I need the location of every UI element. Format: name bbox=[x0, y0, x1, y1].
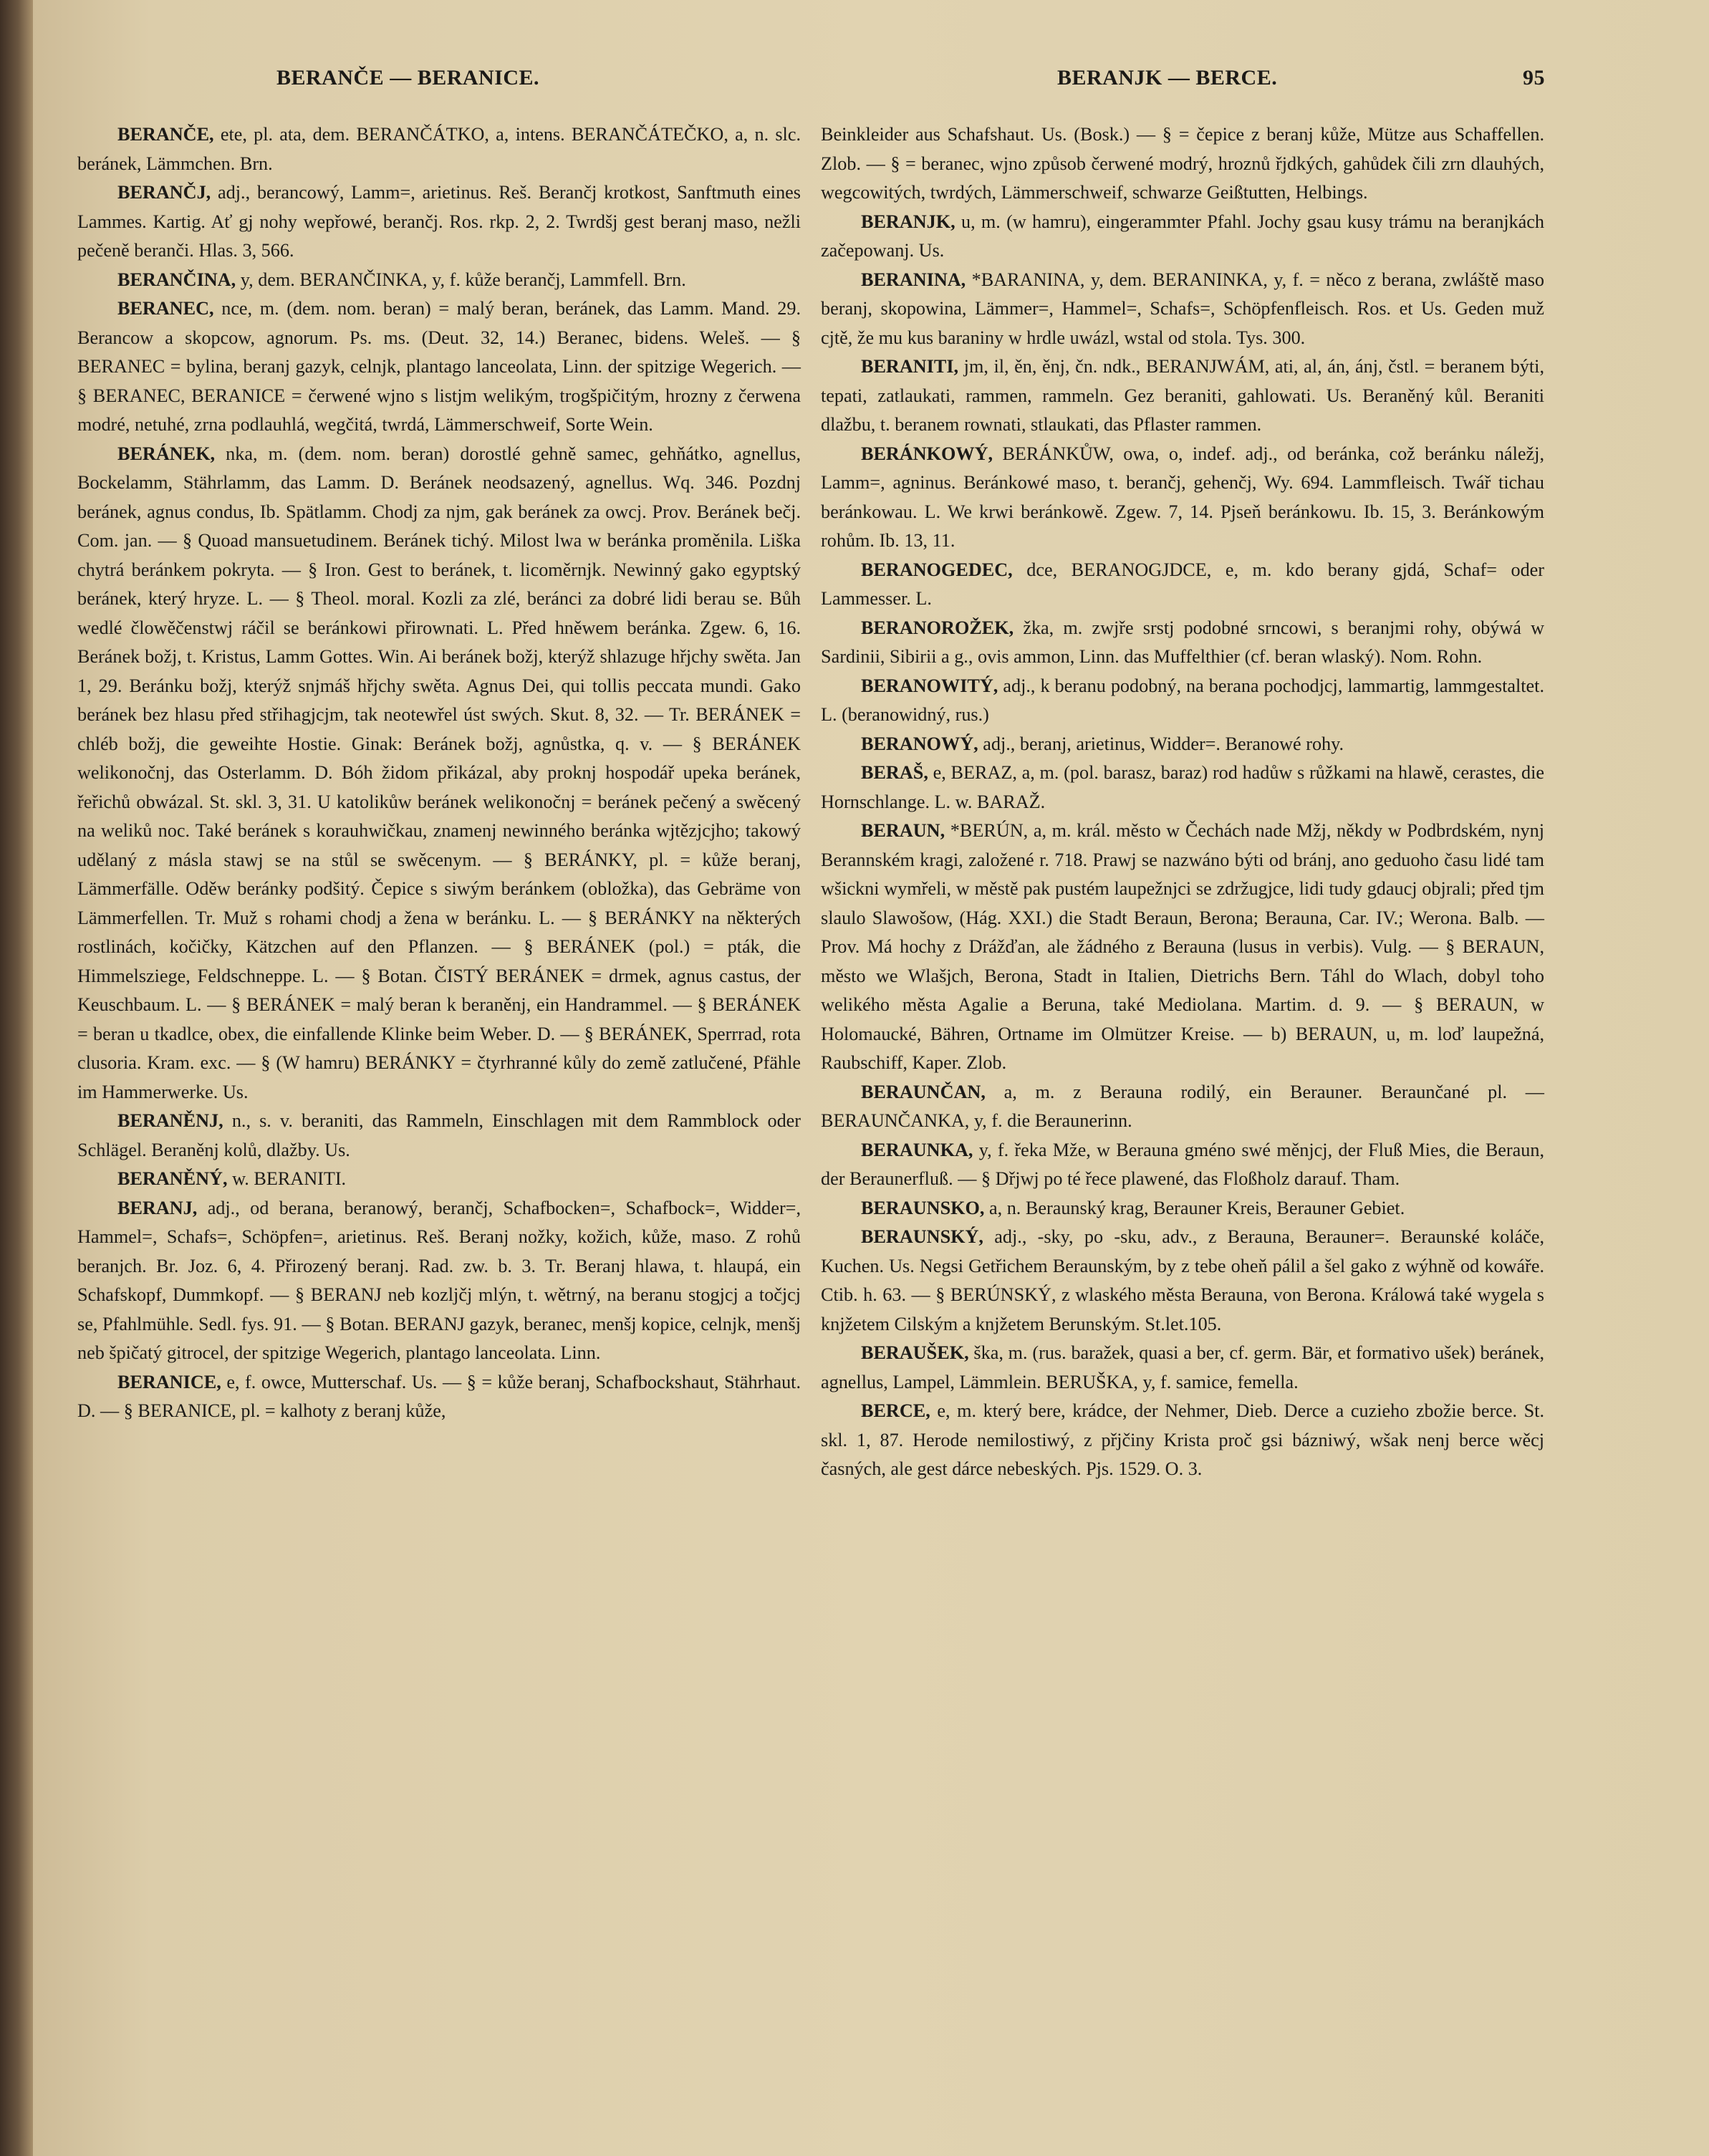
dictionary-entry bbox=[821, 120, 1544, 208]
entry-headword: BERANOWÝ, bbox=[861, 733, 978, 754]
entry-text: nka, m. (dem. nom. beran) dorostlé gehně samec, gehňátko, agnellus, Bockelamm, Stährlamm, das Lamm. D. Beránek neodsazený, agnellus. Wq. 346. Pozdnj beránek, agnus condus, Ib. Spätlamm. Chodj za njm, gak beránek za owcj. Prov. Beránek bečj. Com. jan. — § Quoad mansuetudinem. Beránek tichý. Milost lwa w beránka proměnila. Liška chytrá beránkem pokryta. — § Iron. Gest to beránek, t. licoměrnjk. Newinný gako egyptský beránek, který hryze. L. — § Theol. moral. Kozli za zlé, beránci za dobré lidi berau se. Bůh wedlé člowěčenstwj ráčil se beránkowi přirownati. L. Před hněwem beránka. Zgew. 6, 16. Beránek božj, t. Kristus, Lamm Gottes. Win. Ai beránek božj, kterýž shlazuge hřjchy swěta. Jan 1, 29. Beránku božj, kterýž snjmáš hřjchy swěta. Agnus Dei, qui tollis peccata mundi. Gako beránek bez hlasu před střihagjcjm, tak neotewřel úst swých. Skut. 8, 32. — Tr. BERÁNEK = chléb božj, die geweihte Hostie. Ginak: Beránek božj, agnůstka, q. v. — § BERÁNEK welikonočnj, das Osterlamm. D. Bóh židom přikázal, aby proknj hospodář upeka beránek, řeřichů obwázal. St. skl. 3, 31. U katolikůw beránek welikonočnj = beránek pečený a swěcený na weliků noc. Také beránek s korauhwičkau, znamenj newinného beránka wjtězjcjho; takowý udělaný z másla stawj se na stůl se swěcenym. — § BERÁNKY, pl. = kůže beranj, Lämmerfälle. Oděw beránky podšitý. Čepice s siwým beránkem (obložka), das Gebräme von Lämmerfellen. Tr. Muž s rohami chodj a žena w beránku. L. — § BERÁNKY na některých rostlinách, kočičky, Kätzchen auf den Pflanzen. — § BERÁNEK (pol.) = pták, die Himmelsziege, Feldschneppe. L. — § Botan. ČISTÝ BERÁNEK = drmek, agnus castus, der Keuschbaum. L. — § BERÁNEK = malý beran k beraněnj, ein Handrammel. — § BERÁNEK = beran u tkadlce, obex, die einfallende Klinke beim Weber. D. — § BERÁNEK, Sperrrad, rota clusoria. Kram. exc. — § (W hamru) BERÁNKY = čtyrhranné kůly do země zatlučené, Pfähle im Hammerwerke. Us. bbox=[77, 443, 801, 1102]
entry-headword: BERANITI, bbox=[861, 356, 959, 377]
dictionary-entry bbox=[821, 759, 1544, 817]
entry-headword: BERÁNEK, bbox=[117, 443, 216, 464]
entry-headword: BERAUNSKÝ, bbox=[861, 1226, 983, 1247]
entry-headword: BERÁNKOWÝ, bbox=[861, 443, 993, 464]
entry-headword: BERANOGEDEC, bbox=[861, 559, 1013, 580]
entry-headword: BERANEC, bbox=[117, 298, 214, 319]
entry-text: a, n. Beraunský krag, Berauner Kreis, Berauner Gebiet. bbox=[988, 1197, 1405, 1218]
left-column bbox=[77, 120, 801, 1426]
dictionary-entry bbox=[77, 1165, 801, 1194]
dictionary-entry bbox=[821, 440, 1544, 556]
entry-text: e, f. owce, Mutterschaf. Us. — § = kůže beranj, Schafbockshaut, Stährhaut. D. — § BERANICE, pl. = kalhoty z beranj kůže, bbox=[77, 1371, 801, 1421]
entry-headword: BERANČJ, bbox=[117, 182, 211, 203]
dictionary-entry bbox=[821, 1136, 1544, 1194]
header-right: BERANJK — BERCE. bbox=[1057, 66, 1278, 90]
dictionary-entry bbox=[77, 178, 801, 266]
entry-headword: BERANČE, bbox=[117, 124, 214, 145]
dictionary-entry bbox=[77, 120, 801, 178]
dictionary-entry bbox=[77, 294, 801, 440]
entry-headword: BERCE, bbox=[861, 1400, 930, 1421]
entry-text: e, BERAZ, a, m. (pol. barasz, baraz) rod hadůw s růžkami na hlawě, cerastes, die Hornschlange. L. w. BARAŽ. bbox=[821, 762, 1544, 812]
entry-text: a, m. z Berauna rodilý, ein Berauner. Beraunčané pl. — BERAUNČANKA, y, f. die Beraunerinn. bbox=[821, 1081, 1544, 1131]
running-header bbox=[33, 66, 1709, 102]
entry-text: dce, BERANOGJDCE, e, m. kdo berany gjdá, Schaf= oder Lammesser. L. bbox=[821, 559, 1545, 609]
dictionary-entry bbox=[821, 817, 1544, 1078]
entry-text: adj., k beranu podobný, na berana pochodjcj, lammartig, lammgestaltet. L. (beranowidný, rus.) bbox=[821, 675, 1544, 725]
entry-headword: BERANICE, bbox=[117, 1371, 221, 1392]
dictionary-entry bbox=[77, 266, 801, 295]
dictionary-entry bbox=[77, 1368, 801, 1426]
entry-headword: BERAŠ, bbox=[861, 762, 928, 783]
entry-text: adj., berancowý, Lamm=, arietinus. Reš. Berančj krotkost, Sanftmuth eines Lammes. Kartig. Ať gj nohy wepřowé, berančj. Ros. rkp. 2, 2. Twrdšj gest beranj maso, nežli pečeně beranči. Hlas. 3, 566. bbox=[77, 182, 801, 261]
entry-headword: BERANOWITÝ, bbox=[861, 675, 998, 696]
entry-text: ete, pl. ata, dem. BERANČÁTKO, a, intens. BERANČÁTEČKO, a, n. slc. beránek, Lämmchen. Brn. bbox=[77, 124, 801, 174]
dictionary-entry bbox=[821, 352, 1544, 440]
entry-text: Beinkleider aus Schafshaut. Us. (Bosk.) — § = čepice z beranj kůže, Mütze aus Schaffellen. Zlob. — § = beranec, wjno způsob čerwené modrý, hroznů řjdkých, gahůdek čili zrn dlauhých, wegcowitých, twrdých, Lämmerschweif, schwarze Geißtutten, Helbings. bbox=[821, 124, 1544, 203]
entry-text: nce, m. (dem. nom. beran) = malý beran, beránek, das Lamm. Mand. 29. Berancow a skopcow, agnorum. Ps. ms. (Deut. 32, 14.) Beranec, bidens. Weleš. — § BERANEC = bylina, beranj gazyk, celnjk, plantago lanceolata, Linn. der spitzige Wegerich. — § BERANEC, BERANICE = čerwené wjno s listjm welikým, trogšpičitým, hrozny z čerwena modré, netuhé, zrna podlauhlá, wegčitá, twrdá, Lämmerschweif, Sorte Wein. bbox=[77, 298, 801, 435]
dictionary-entry bbox=[821, 556, 1544, 614]
entry-headword: BERANJK, bbox=[861, 211, 955, 232]
dictionary-entry bbox=[77, 1107, 801, 1165]
right-column bbox=[821, 120, 1544, 1484]
dictionary-entry bbox=[77, 440, 801, 1107]
entry-text: *BARANINA, y, dem. BERANINKA, y, f. = něco z berana, zwláště maso beranj, skopowina, Lämmer=, Hammel=, Schafs=, Schöpfenfleisch. Ros. et Us. Geden muž cjtě, že mu kus baraniny w hrdle uwázl, wstal od stola. Tys. 300. bbox=[821, 269, 1545, 348]
entry-headword: BERANOROŽEK, bbox=[861, 617, 1014, 638]
entry-text: jm, il, ěn, ěnj, čn. ndk., BERANJWÁM, ati, al, án, ánj, čstl. = beranem býti, tepati, zatlaukati, rammen, rammeln. Gez beraniti, gahlowati. Us. Beraněný kůl. Beraniti dlažbu, t. beranem rownati, stlaukati, das Pflaster rammen. bbox=[821, 356, 1545, 435]
dictionary-entry bbox=[821, 672, 1544, 730]
entry-headword: BERANĚNÝ, bbox=[117, 1168, 228, 1189]
dictionary-entry bbox=[821, 1223, 1544, 1339]
entry-text: *BERÚN, a, m. král. město w Čechách nade Mžj, někdy w Podbrdském, nynj Berannském kragi, založené r. 718. Prawj se nazwáno býti od bránj, ano geduoho času lidé tam wšickni wymřeli, w městě pak pustém laupežnjci se zdržugjce, lidi tudy gdaucj objrali; před tjm slaulo Slawošow, (Hág. XXI.) die Stadt Beraun, Berona; Berauna, Car. IV.; Werona. Balb. — Prov. Má hochy z Drážďan, ale žádného z Berauna (lusus in verbis). Vulg. — § BERAUN, město we Wlašjch, Berona, Stadt in Italien, Dietrichs Bern. Táhl do Wlach, dobyl toho welikého města Agalie a Beruna, také Mediolana. Martim. d. 9. — § BERAUN, w Holomaucké, Bähren, Ortname im Olmützer Kreise. — b) BERAUN, u, m. loď laupežná, Raubschiff, Kaper. Zlob. bbox=[821, 820, 1544, 1073]
entry-headword: BERAUN, bbox=[861, 820, 945, 841]
entry-text: adj., od berana, beranowý, berančj, Schafbocken=, Schafbock=, Widder=, Hammel=, Schafs=, Schöpfen=, arietinus. Reš. Beranj nožky, kožich, kůže, maso. Z rohů beranjch. Br. Joz. 6, 4. Přirozený beranj. Rad. zw. b. 3. Tr. Beranj hlawa, t. hlaupá, ein Schafskopf, Dummkopf. — § BERANJ neb kozljčj mlýn, t. wětrný, na beranu stogjcj a točjcj se, Pfahlmühle. Sedl. fys. 91. — § Botan. BERANJ gazyk, beranec, menšj kopice, celnjk, menšj neb špičatý gitrocel, der spitzige Wegerich, plantago lanceolata. Linn. bbox=[77, 1197, 801, 1363]
entry-text: n., s. v. beraniti, das Rammeln, Einschlagen mit dem Rammblock oder Schlägel. Beraněnj kolů, dlažby. Us. bbox=[77, 1110, 801, 1160]
dictionary-entry bbox=[821, 208, 1544, 266]
entry-headword: BERAUNSKO, bbox=[861, 1197, 985, 1218]
entry-headword: BERAUŠEK, bbox=[861, 1342, 969, 1363]
dictionary-entry bbox=[821, 1397, 1544, 1484]
dictionary-entry bbox=[821, 730, 1544, 759]
header-left: BERANČE — BERANICE. bbox=[276, 66, 540, 90]
entry-headword: BERANJ, bbox=[117, 1197, 198, 1218]
entry-text: y, f. řeka Mže, w Berauna gméno swé měnjcj, der Fluß Mies, die Beraun, der Beraunerfluß. — § Dřjwj po té řece plawené, das Floßholz darauf. Tham. bbox=[821, 1139, 1544, 1189]
entry-headword: BERAUNKA, bbox=[861, 1139, 973, 1160]
entry-text: ška, m. (rus. baražek, quasi a ber, cf. germ. Bär, et formativo ušek) beránek, agnellus, Lampel, Lämmlein. BERUŠKA, y, f. samice, femella. bbox=[821, 1342, 1544, 1392]
entry-headword: BERANINA, bbox=[861, 269, 966, 290]
dictionary-entry bbox=[821, 1078, 1544, 1136]
entry-text: BERÁNKŮW, owa, o, indef. adj., od beránka, což beránku náležj, Lamm=, agninus. Beránkowé maso, t. berančj, gehenčj, Wy. 694. Lammfleisch. Twář tichau beránkowau. L. We krwi beránkowě. Zgew. 7, 14. Pjseň beránkowu. Ib. 15, 3. Beránkowým rohům. Ib. 13, 11. bbox=[821, 443, 1544, 551]
dictionary-entry bbox=[821, 1194, 1544, 1223]
book-binding-shadow bbox=[0, 0, 33, 2156]
dictionary-entry bbox=[821, 1339, 1544, 1397]
entry-text: adj., beranj, arietinus, Widder=. Beranowé rohy. bbox=[983, 733, 1344, 754]
entry-text: adj., -sky, po -sku, adv., z Berauna, Berauner=. Beraunské koláče, Kuchen. Us. Negsi Getřichem Beraunským, by z tebe oheň pálil a šel gako z wýhně od kowáře. Ctib. h. 63. — § BERÚNSKÝ, z wlaského města Berauna, von Berona. Králowá také wygela s knjžetem Cilským a knjžetem Berunským. St.let.105. bbox=[821, 1226, 1544, 1334]
dictionary-page bbox=[33, 0, 1709, 2156]
dictionary-entry bbox=[821, 614, 1544, 672]
entry-text: žka, m. zwjře srstj podobné srncowi, s beranjmi rohy, obýwá w Sardinii, Sibirii a g., ovis ammon, Linn. das Muffelthier (cf. beran wlaský). Nom. Rohn. bbox=[821, 617, 1544, 667]
entry-text: y, dem. BERANČINKA, y, f. kůže berančj, Lammfell. Brn. bbox=[240, 269, 686, 290]
dictionary-entry bbox=[821, 266, 1544, 353]
page-number: 95 bbox=[1523, 66, 1545, 90]
entry-text: u, m. (w hamru), eingerammter Pfahl. Jochy gsau kusy trámu na beranjkách začepowanj. Us. bbox=[821, 211, 1544, 261]
entry-headword: BERANČINA, bbox=[117, 269, 236, 290]
entry-headword: BERANĚNJ, bbox=[117, 1110, 223, 1131]
dictionary-entry bbox=[77, 1194, 801, 1368]
entry-text: e, m. který bere, krádce, der Nehmer, Dieb. Derce a cuzieho zbožie berce. St. skl. 1, 87. Herode nemilostiwý, z přjčiny Krista proč gsi bázniwý, wšak nenj berce wěcj časných, ale gest dárce nebeských. Pjs. 1529. O. 3. bbox=[821, 1400, 1545, 1479]
entry-text: w. BERANITI. bbox=[232, 1168, 347, 1189]
entry-headword: BERAUNČAN, bbox=[861, 1081, 986, 1102]
